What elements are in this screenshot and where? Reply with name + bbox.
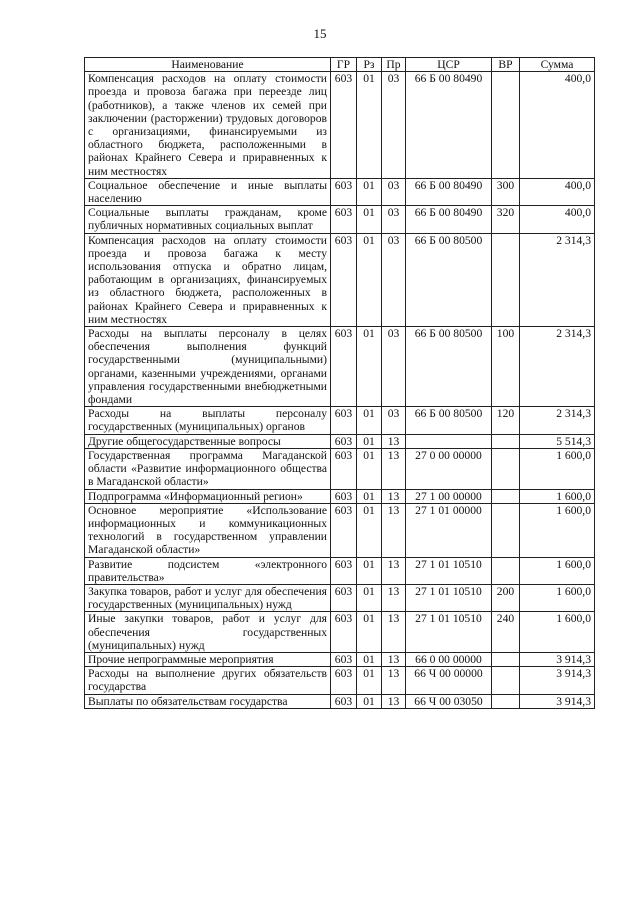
- row-name-cell: Прочие непрограммные мероприятия: [85, 652, 331, 666]
- row-sum-cell: 1 600,0: [520, 448, 595, 489]
- row-rz-cell: 01: [357, 327, 382, 407]
- row-pr-cell: 13: [382, 448, 406, 489]
- row-csr-cell: 66 0 00 00000: [406, 652, 492, 666]
- row-sum-cell: 400,0: [520, 72, 595, 179]
- row-csr-cell: 27 1 01 10510: [406, 584, 492, 611]
- row-vr-cell: 120: [492, 407, 520, 434]
- row-gr-cell: 603: [331, 407, 357, 434]
- row-rz-cell: 01: [357, 448, 382, 489]
- table-body: [85, 72, 595, 709]
- row-sum-cell: 1 600,0: [520, 557, 595, 584]
- row-sum-cell: 1 600,0: [520, 489, 595, 503]
- row-name-cell: Расходы на выплаты персоналу государственных (муниципальных) органов: [85, 407, 331, 434]
- row-pr-cell: 03: [382, 327, 406, 407]
- row-sum-cell: 400,0: [520, 178, 595, 205]
- row-gr-cell: 603: [331, 503, 357, 557]
- row-sum-cell: 3 914,3: [520, 652, 595, 666]
- row-gr-cell: 603: [331, 72, 357, 179]
- row-name-cell: Государственная программа Магаданской области «Развитие информационного общества в Магаданской области»: [85, 448, 331, 489]
- row-csr-cell: 27 1 01 00000: [406, 503, 492, 557]
- row-rz-cell: 01: [357, 584, 382, 611]
- row-pr-cell: 13: [382, 434, 406, 448]
- row-gr-cell: 603: [331, 233, 357, 326]
- row-sum-cell: 1 600,0: [520, 503, 595, 557]
- row-rz-cell: 01: [357, 206, 382, 233]
- row-vr-cell: [492, 503, 520, 557]
- column-header-pr: Пр: [382, 58, 406, 72]
- row-rz-cell: 01: [357, 503, 382, 557]
- row-name-cell: Социальное обеспечение и иные выплаты населению: [85, 178, 331, 205]
- row-name-cell: Закупка товаров, работ и услуг для обеспечения государственных (муниципальных) нужд: [85, 584, 331, 611]
- column-header-sum: Сумма: [520, 58, 595, 72]
- row-rz-cell: 01: [357, 407, 382, 434]
- row-gr-cell: 603: [331, 327, 357, 407]
- row-vr-cell: [492, 694, 520, 708]
- row-rz-cell: 01: [357, 233, 382, 326]
- row-vr-cell: 200: [492, 584, 520, 611]
- row-vr-cell: 240: [492, 612, 520, 653]
- budget-table: [84, 57, 595, 709]
- column-header-gr: ГР: [331, 58, 357, 72]
- row-name-cell: Расходы на выполнение других обязательств государства: [85, 667, 331, 694]
- row-gr-cell: 603: [331, 178, 357, 205]
- row-pr-cell: 03: [382, 407, 406, 434]
- table-row: [85, 584, 595, 611]
- row-pr-cell: 03: [382, 72, 406, 179]
- row-csr-cell: [406, 434, 492, 448]
- row-csr-cell: 66 Б 00 80500: [406, 233, 492, 326]
- row-csr-cell: 66 Б 00 80490: [406, 178, 492, 205]
- row-gr-cell: 603: [331, 694, 357, 708]
- column-header-vr: ВР: [492, 58, 520, 72]
- row-vr-cell: [492, 448, 520, 489]
- row-csr-cell: 66 Ч 00 00000: [406, 667, 492, 694]
- page-number: 15: [313, 26, 327, 41]
- header-row: [85, 58, 595, 72]
- row-gr-cell: 603: [331, 557, 357, 584]
- row-sum-cell: 3 914,3: [520, 667, 595, 694]
- row-vr-cell: [492, 434, 520, 448]
- row-csr-cell: 66 Б 00 80500: [406, 327, 492, 407]
- row-gr-cell: 603: [331, 448, 357, 489]
- table-row: [85, 652, 595, 666]
- row-vr-cell: 300: [492, 178, 520, 205]
- row-name-cell: Компенсация расходов на оплату стоимости проезда и провоза багажа к месту использования отпуска и обратно лицам, работающим в организациях, финансируемых из областного бюджета, расположенных в районах Крайнего Севера и приравненных к ним местностях: [85, 233, 331, 326]
- row-sum-cell: 5 514,3: [520, 434, 595, 448]
- table-row: [85, 448, 595, 489]
- row-sum-cell: 1 600,0: [520, 584, 595, 611]
- table-row: [85, 489, 595, 503]
- row-pr-cell: 13: [382, 557, 406, 584]
- row-sum-cell: 400,0: [520, 206, 595, 233]
- table-row: [85, 178, 595, 205]
- row-name-cell: Основное мероприятие «Использование информационных и коммуникационных технологий в государственном управлении Магаданской области»: [85, 503, 331, 557]
- row-name-cell: Выплаты по обязательствам государства: [85, 694, 331, 708]
- row-sum-cell: 2 314,3: [520, 407, 595, 434]
- table-row: [85, 407, 595, 434]
- row-sum-cell: 1 600,0: [520, 612, 595, 653]
- table-row: [85, 557, 595, 584]
- row-vr-cell: [492, 557, 520, 584]
- row-vr-cell: 100: [492, 327, 520, 407]
- table-row: [85, 612, 595, 653]
- row-name-cell: Другие общегосударственные вопросы: [85, 434, 331, 448]
- row-csr-cell: 66 Ч 00 03050: [406, 694, 492, 708]
- row-rz-cell: 01: [357, 178, 382, 205]
- column-header-name: Наименование: [85, 58, 331, 72]
- row-gr-cell: 603: [331, 584, 357, 611]
- row-vr-cell: [492, 652, 520, 666]
- row-csr-cell: 66 Б 00 80500: [406, 407, 492, 434]
- row-vr-cell: [492, 72, 520, 179]
- row-name-cell: Компенсация расходов на оплату стоимости проезда и провоза багажа при переезде лиц (работников), а также членов их семей при заключении (расторжении) трудовых договоров с организациями, финансируемыми из областного бюджета, расположенными в районах Крайнего Севера и приравненных к ним местностях: [85, 72, 331, 179]
- table-row: [85, 206, 595, 233]
- row-sum-cell: 2 314,3: [520, 327, 595, 407]
- table-row: [85, 503, 595, 557]
- row-name-cell: Социальные выплаты гражданам, кроме публичных нормативных социальных выплат: [85, 206, 331, 233]
- table-row: [85, 667, 595, 694]
- row-csr-cell: 66 Б 00 80490: [406, 206, 492, 233]
- row-rz-cell: 01: [357, 489, 382, 503]
- row-pr-cell: 13: [382, 667, 406, 694]
- row-name-cell: Развитие подсистем «электронного правительства»: [85, 557, 331, 584]
- row-gr-cell: 603: [331, 489, 357, 503]
- table-row: [85, 233, 595, 326]
- row-rz-cell: 01: [357, 612, 382, 653]
- column-header-rz: Рз: [357, 58, 382, 72]
- row-gr-cell: 603: [331, 652, 357, 666]
- row-name-cell: Расходы на выплаты персоналу в целях обеспечения выполнения функций государственными (муниципальными) органами, казенными учреждениями, органами управления государственными внебюджетными фондами: [85, 327, 331, 407]
- row-csr-cell: 27 0 00 00000: [406, 448, 492, 489]
- row-sum-cell: 2 314,3: [520, 233, 595, 326]
- row-csr-cell: 66 Б 00 80490: [406, 72, 492, 179]
- row-name-cell: Иные закупки товаров, работ и услуг для обеспечения государственных (муниципальных) нужд: [85, 612, 331, 653]
- column-header-csr: ЦСР: [406, 58, 492, 72]
- row-rz-cell: 01: [357, 72, 382, 179]
- row-rz-cell: 01: [357, 694, 382, 708]
- row-csr-cell: 27 1 00 00000: [406, 489, 492, 503]
- row-vr-cell: [492, 233, 520, 326]
- row-gr-cell: 603: [331, 667, 357, 694]
- row-rz-cell: 01: [357, 557, 382, 584]
- row-gr-cell: 603: [331, 434, 357, 448]
- row-name-cell: Подпрограмма «Информационный регион»: [85, 489, 331, 503]
- row-gr-cell: 603: [331, 612, 357, 653]
- row-pr-cell: 13: [382, 489, 406, 503]
- row-pr-cell: 13: [382, 694, 406, 708]
- table-row: [85, 72, 595, 179]
- row-pr-cell: 13: [382, 503, 406, 557]
- row-pr-cell: 03: [382, 206, 406, 233]
- row-pr-cell: 03: [382, 233, 406, 326]
- table-row: [85, 694, 595, 708]
- row-csr-cell: 27 1 01 10510: [406, 612, 492, 653]
- row-rz-cell: 01: [357, 652, 382, 666]
- row-rz-cell: 01: [357, 667, 382, 694]
- row-pr-cell: 13: [382, 584, 406, 611]
- row-sum-cell: 3 914,3: [520, 694, 595, 708]
- row-csr-cell: 27 1 01 10510: [406, 557, 492, 584]
- row-pr-cell: 03: [382, 178, 406, 205]
- row-vr-cell: 320: [492, 206, 520, 233]
- row-vr-cell: [492, 489, 520, 503]
- row-rz-cell: 01: [357, 434, 382, 448]
- table-row: [85, 327, 595, 407]
- row-pr-cell: 13: [382, 612, 406, 653]
- row-pr-cell: 13: [382, 652, 406, 666]
- table-row: [85, 434, 595, 448]
- row-vr-cell: [492, 667, 520, 694]
- row-gr-cell: 603: [331, 206, 357, 233]
